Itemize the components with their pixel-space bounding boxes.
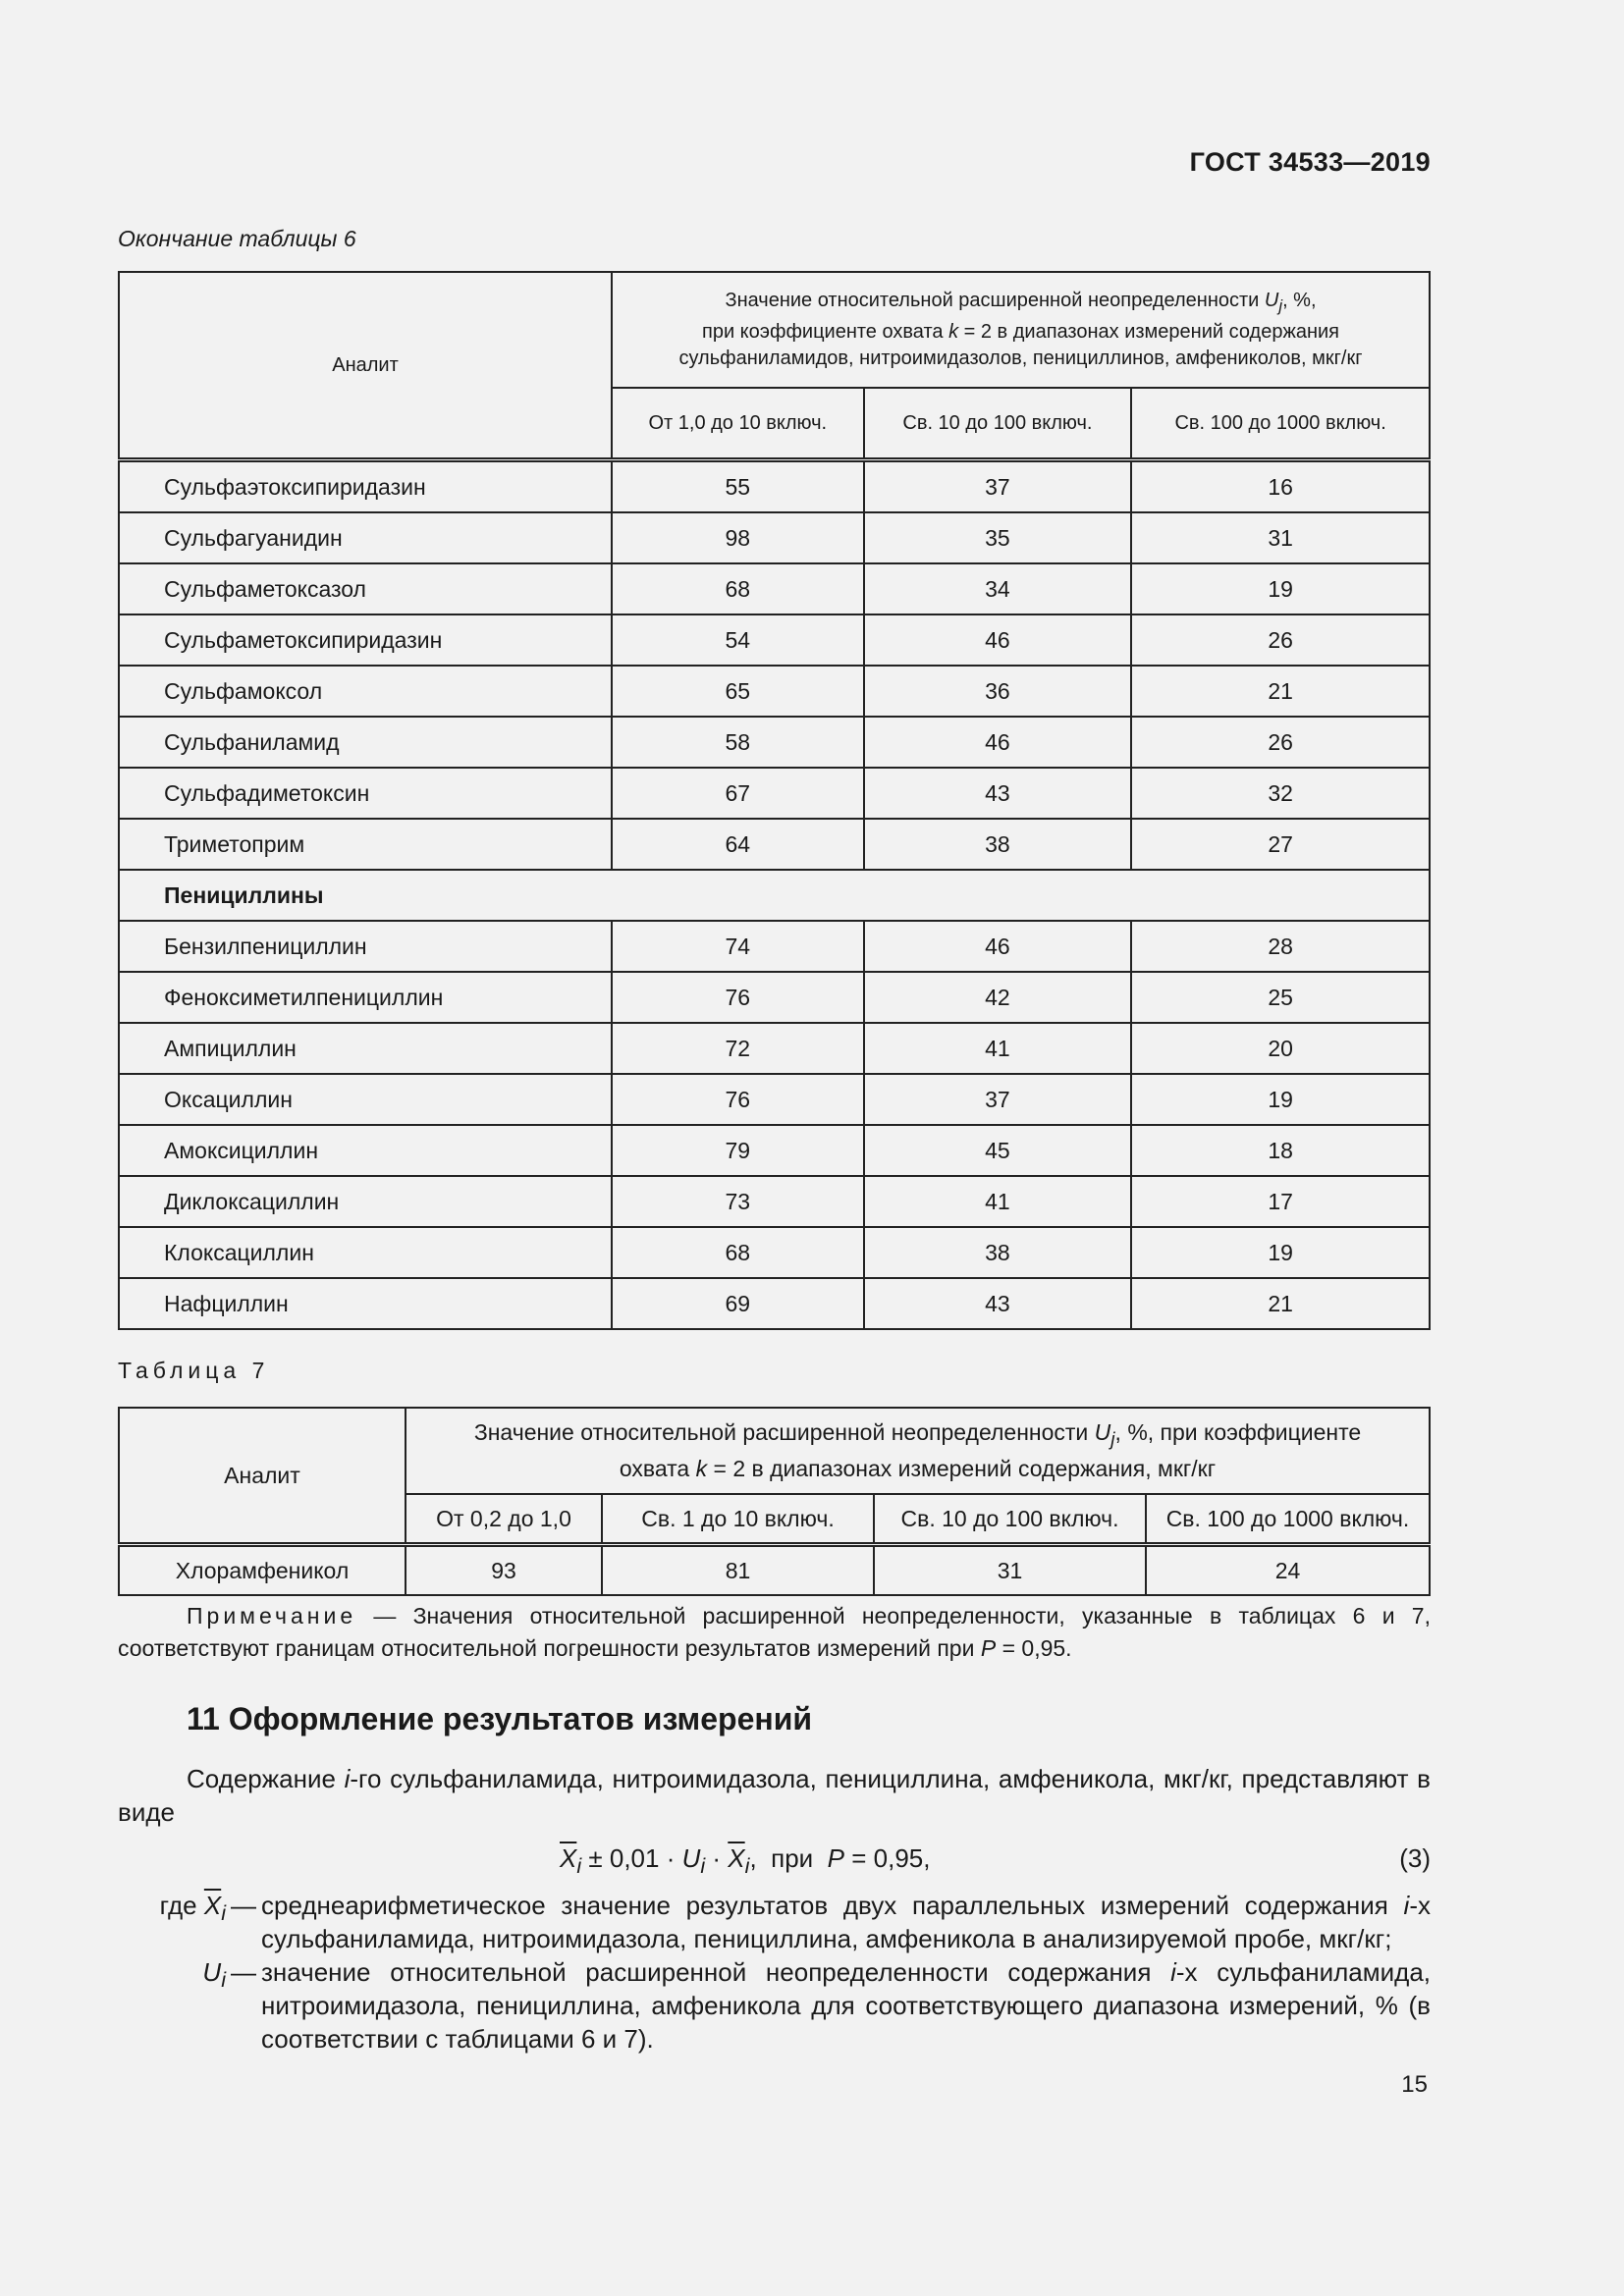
page-number: 15 xyxy=(1401,2071,1428,2098)
value-cell: 64 xyxy=(612,819,864,870)
table-row xyxy=(119,1125,1430,1176)
table7-range-3: Св. 10 до 100 включ. xyxy=(874,1494,1146,1545)
analyte-name: Сульфамоксол xyxy=(119,666,612,717)
value-cell: 37 xyxy=(864,1074,1132,1125)
where-definitions xyxy=(118,1889,1431,2056)
analyte-name: Нафциллин xyxy=(119,1278,612,1329)
analyte-name: Сульфадиметоксин xyxy=(119,768,612,819)
value-cell: 42 xyxy=(864,972,1132,1023)
definition-x: где $\overline{X}_i$ — среднеарифметическое значение результатов двух параллельных измерений содержания i-х сульфаниламида, нитроимидазола, пенициллина, амфеникола в анализируемой пробе, мкг/кг; xyxy=(159,1891,1431,1953)
value-cell: 68 xyxy=(612,1227,864,1278)
value-cell: 21 xyxy=(1131,666,1430,717)
analyte-name: Клоксациллин xyxy=(119,1227,612,1278)
table7-range-1: От 0,2 до 1,0 xyxy=(406,1494,602,1545)
note-paragraph: Примечание — Значения относительной расширенной неопределенности, указанные в таблицах 6 и 7, соответствуют границам относительной погрешности результатов измерений при P = 0,95. xyxy=(118,1603,1431,1661)
analyte-name: Триметоприм xyxy=(119,819,612,870)
value-cell: 41 xyxy=(864,1176,1132,1227)
value-cell: 73 xyxy=(612,1176,864,1227)
value-cell: 81 xyxy=(602,1545,874,1596)
value-cell: 38 xyxy=(864,1227,1132,1278)
analyte-name: Сульфаметоксипиридазин xyxy=(119,614,612,666)
value-cell: 74 xyxy=(612,921,864,972)
analyte-name: Сульфаметоксазол xyxy=(119,563,612,614)
value-cell: 31 xyxy=(874,1545,1146,1596)
table-row xyxy=(119,1227,1430,1278)
value-cell: 18 xyxy=(1131,1125,1430,1176)
formula-number: (3) xyxy=(1399,1843,1431,1873)
note-label: Примечание xyxy=(187,1603,357,1629)
value-cell: 19 xyxy=(1131,1227,1430,1278)
value-cell: 26 xyxy=(1131,717,1430,768)
value-cell: 31 xyxy=(1131,512,1430,563)
value-cell: 24 xyxy=(1146,1545,1430,1596)
value-cell: 19 xyxy=(1131,563,1430,614)
table6-col-analyte: Аналит xyxy=(119,272,612,460)
standard-code: ГОСТ 34533—2019 xyxy=(1189,147,1431,177)
table-row xyxy=(119,1023,1430,1074)
analyte-name: Диклоксациллин xyxy=(119,1176,612,1227)
table7-caption: Таблица 7 xyxy=(118,1358,270,1383)
table-group-row xyxy=(119,870,1430,921)
analyte-name: Амоксициллин xyxy=(119,1125,612,1176)
value-cell: 26 xyxy=(1131,614,1430,666)
table-row xyxy=(119,614,1430,666)
value-cell: 46 xyxy=(864,614,1132,666)
table-row xyxy=(119,563,1430,614)
value-cell: 37 xyxy=(864,460,1132,513)
value-cell: 43 xyxy=(864,1278,1132,1329)
table-7 xyxy=(118,1407,1431,1596)
body-paragraph: Содержание i-го сульфаниламида, нитроимидазола, пенициллина, амфеникола, мкг/кг, представляют в виде xyxy=(118,1764,1431,1827)
value-cell: 68 xyxy=(612,563,864,614)
value-cell: 41 xyxy=(864,1023,1132,1074)
value-cell: 46 xyxy=(864,717,1132,768)
value-cell: 76 xyxy=(612,972,864,1023)
definition-u: $U_i$ — значение относительной расширенной неопределенности содержания i-х сульфаниламида, нитроимидазола, пенициллина, амфеникола для соответствующего диапазона измерений, % (в соответствии с таблицами 6 и 7). xyxy=(202,1957,1432,2054)
table-row xyxy=(119,512,1430,563)
value-cell: 17 xyxy=(1131,1176,1430,1227)
table-row xyxy=(119,972,1430,1023)
value-cell: 19 xyxy=(1131,1074,1430,1125)
table7-range-4: Св. 100 до 1000 включ. xyxy=(1146,1494,1430,1545)
analyte-name: Сульфагуанидин xyxy=(119,512,612,563)
analyte-name: Хлорамфеникол xyxy=(119,1545,406,1596)
value-cell: 72 xyxy=(612,1023,864,1074)
table7-range-2: Св. 1 до 10 включ. xyxy=(602,1494,874,1545)
value-cell: 46 xyxy=(864,921,1132,972)
value-cell: 98 xyxy=(612,512,864,563)
table-row xyxy=(119,921,1430,972)
value-cell: 54 xyxy=(612,614,864,666)
value-cell: 58 xyxy=(612,717,864,768)
value-cell: 34 xyxy=(864,563,1132,614)
value-cell: 93 xyxy=(406,1545,602,1596)
analyte-name: Феноксиметилпенициллин xyxy=(119,972,612,1023)
value-cell: 27 xyxy=(1131,819,1430,870)
value-cell: 79 xyxy=(612,1125,864,1176)
table6-range-1: От 1,0 до 10 включ. xyxy=(612,388,864,460)
analyte-name: Бензилпенициллин xyxy=(119,921,612,972)
table7-header-main: Значение относительной расширенной неопределенности $U_j$, %, при коэффициенте охвата k = 2 в диапазонах измерений содержания, мкг/кг xyxy=(406,1408,1430,1494)
value-cell: 55 xyxy=(612,460,864,513)
table-row xyxy=(119,460,1430,513)
table6-range-3: Св. 100 до 1000 включ. xyxy=(1131,388,1430,460)
table-row xyxy=(119,1176,1430,1227)
formula: $\overline{X}_i \pm 0,01 \cdot U_i \cdot \overline{X}_i$, при P = 0,95, xyxy=(560,1843,931,1879)
section-title: 11 Оформление результатов измерений xyxy=(187,1701,813,1736)
value-cell: 69 xyxy=(612,1278,864,1329)
table-6 xyxy=(118,271,1431,1330)
table6-caption: Окончание таблицы 6 xyxy=(118,226,356,251)
analyte-name: Ампициллин xyxy=(119,1023,612,1074)
value-cell: 67 xyxy=(612,768,864,819)
value-cell: 16 xyxy=(1131,460,1430,513)
group-label-penicillins: Пенициллины xyxy=(119,870,1430,921)
value-cell: 28 xyxy=(1131,921,1430,972)
value-cell: 45 xyxy=(864,1125,1132,1176)
analyte-name: Сульфаэтоксипиридазин xyxy=(119,460,612,513)
value-cell: 38 xyxy=(864,819,1132,870)
table-row xyxy=(119,717,1430,768)
table7-col-analyte: Аналит xyxy=(119,1408,406,1545)
table-row xyxy=(119,1545,1430,1596)
value-cell: 76 xyxy=(612,1074,864,1125)
value-cell: 65 xyxy=(612,666,864,717)
value-cell: 32 xyxy=(1131,768,1430,819)
table6-header-main: Значение относительной расширенной неопределенности $U_j$, %, при коэффициенте охвата k = 2 в диапазонах измерений содержания сульфаниламидов, нитроимидазолов, пенициллинов, амфениколов, мкг/кг xyxy=(612,272,1430,388)
table-row xyxy=(119,666,1430,717)
table-row xyxy=(119,819,1430,870)
value-cell: 20 xyxy=(1131,1023,1430,1074)
value-cell: 25 xyxy=(1131,972,1430,1023)
value-cell: 35 xyxy=(864,512,1132,563)
table-row xyxy=(119,1074,1430,1125)
value-cell: 43 xyxy=(864,768,1132,819)
table-row xyxy=(119,1278,1430,1329)
analyte-name: Оксациллин xyxy=(119,1074,612,1125)
value-cell: 36 xyxy=(864,666,1132,717)
analyte-name: Сульфаниламид xyxy=(119,717,612,768)
value-cell: 21 xyxy=(1131,1278,1430,1329)
table6-range-2: Св. 10 до 100 включ. xyxy=(864,388,1132,460)
table-row xyxy=(119,768,1430,819)
